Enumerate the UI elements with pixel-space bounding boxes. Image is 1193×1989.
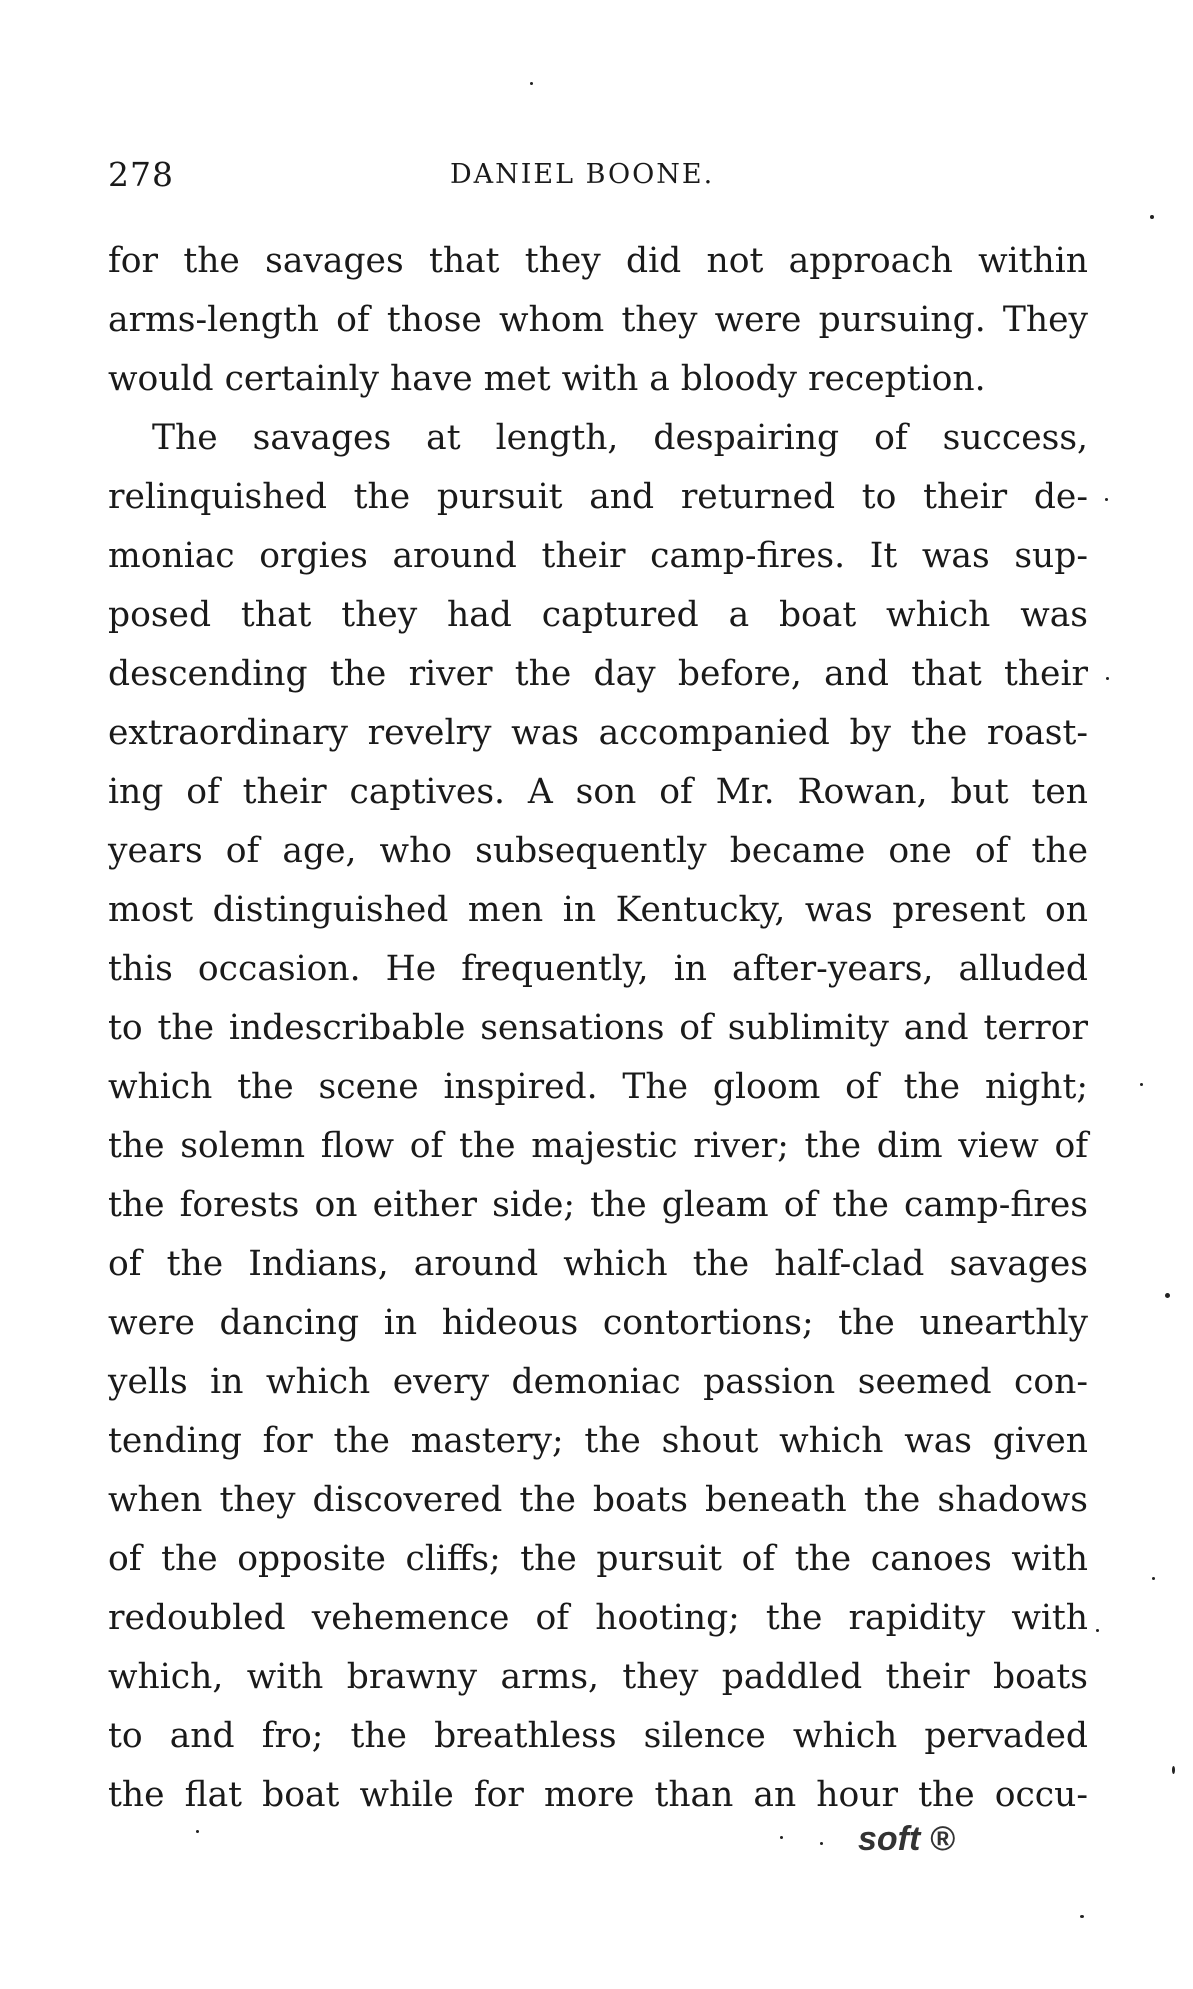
paragraph-2 [108, 409, 1088, 1825]
scan-speck [530, 82, 533, 85]
scan-speck [780, 1836, 783, 1839]
running-title: DANIEL BOONE. [450, 159, 715, 190]
scan-speck [1080, 1915, 1084, 1918]
scan-speck [820, 1842, 823, 1845]
text-line: the flat boat while for more than an hour the occu- [108, 1775, 1088, 1815]
scan-speck [1172, 1766, 1175, 1774]
text-line: were dancing in hideous contortions; the unearthly [108, 1303, 1088, 1343]
text-line: posed that they had captured a boat which was [108, 595, 1088, 635]
text-line: the solemn flow of the majestic river; the dim view of [108, 1126, 1088, 1166]
scan-speck [1105, 498, 1108, 501]
body-text [108, 232, 1088, 1825]
text-line: arms-length of those whom they were pursuing. They [108, 300, 1088, 340]
text-line: for the savages that they did not approach within [108, 241, 1088, 281]
text-line: tending for the mastery; the shout which was given [108, 1421, 1088, 1461]
text-line: this occasion. He frequently, in after-years, alluded [108, 949, 1088, 989]
text-line: descending the river the day before, and that their [108, 654, 1088, 694]
text-line: to and fro; the breathless silence which pervaded [108, 1716, 1088, 1756]
text-line: of the Indians, around which the half-clad savages [108, 1244, 1088, 1284]
text-line: when they discovered the boats beneath the shadows [108, 1480, 1088, 1520]
text-line: to the indescribable sensations of sublimity and terror [108, 1008, 1088, 1048]
text-line: The savages at length, despairing of success, [152, 418, 1088, 458]
scan-speck [1096, 1629, 1099, 1632]
scan-speck [1165, 1293, 1170, 1298]
page-number: 278 [108, 155, 174, 194]
text-line: redoubled vehemence of hooting; the rapidity with [108, 1598, 1088, 1638]
text-line: extraordinary revelry was accompanied by the roast- [108, 713, 1088, 753]
scan-speck [1106, 677, 1109, 680]
scan-speck [196, 1830, 199, 1833]
text-line: yells in which every demoniac passion seemed con- [108, 1362, 1088, 1402]
scan-speck [1150, 215, 1154, 219]
text-line: which the scene inspired. The gloom of the night; [108, 1067, 1088, 1107]
scanner-watermark: soft ® [858, 1820, 955, 1858]
text-line: the forests on either side; the gleam of the camp-fires [108, 1185, 1088, 1225]
text-line: relinquished the pursuit and returned to their de- [108, 477, 1088, 517]
text-line: moniac orgies around their camp-fires. It was sup- [108, 536, 1088, 576]
scan-speck [1152, 1577, 1155, 1580]
text-line: would certainly have met with a bloody reception. [108, 359, 986, 399]
running-head [108, 155, 1088, 195]
text-line: which, with brawny arms, they paddled their boats [108, 1657, 1088, 1697]
scan-speck [1140, 1083, 1143, 1086]
paragraph-1 [108, 232, 1088, 409]
text-line: of the opposite cliffs; the pursuit of the canoes with [108, 1539, 1088, 1579]
text-line: ing of their captives. A son of Mr. Rowan, but ten [108, 772, 1088, 812]
text-line: years of age, who subsequently became one of the [108, 831, 1088, 871]
text-line: most distinguished men in Kentucky, was present on [108, 890, 1088, 930]
